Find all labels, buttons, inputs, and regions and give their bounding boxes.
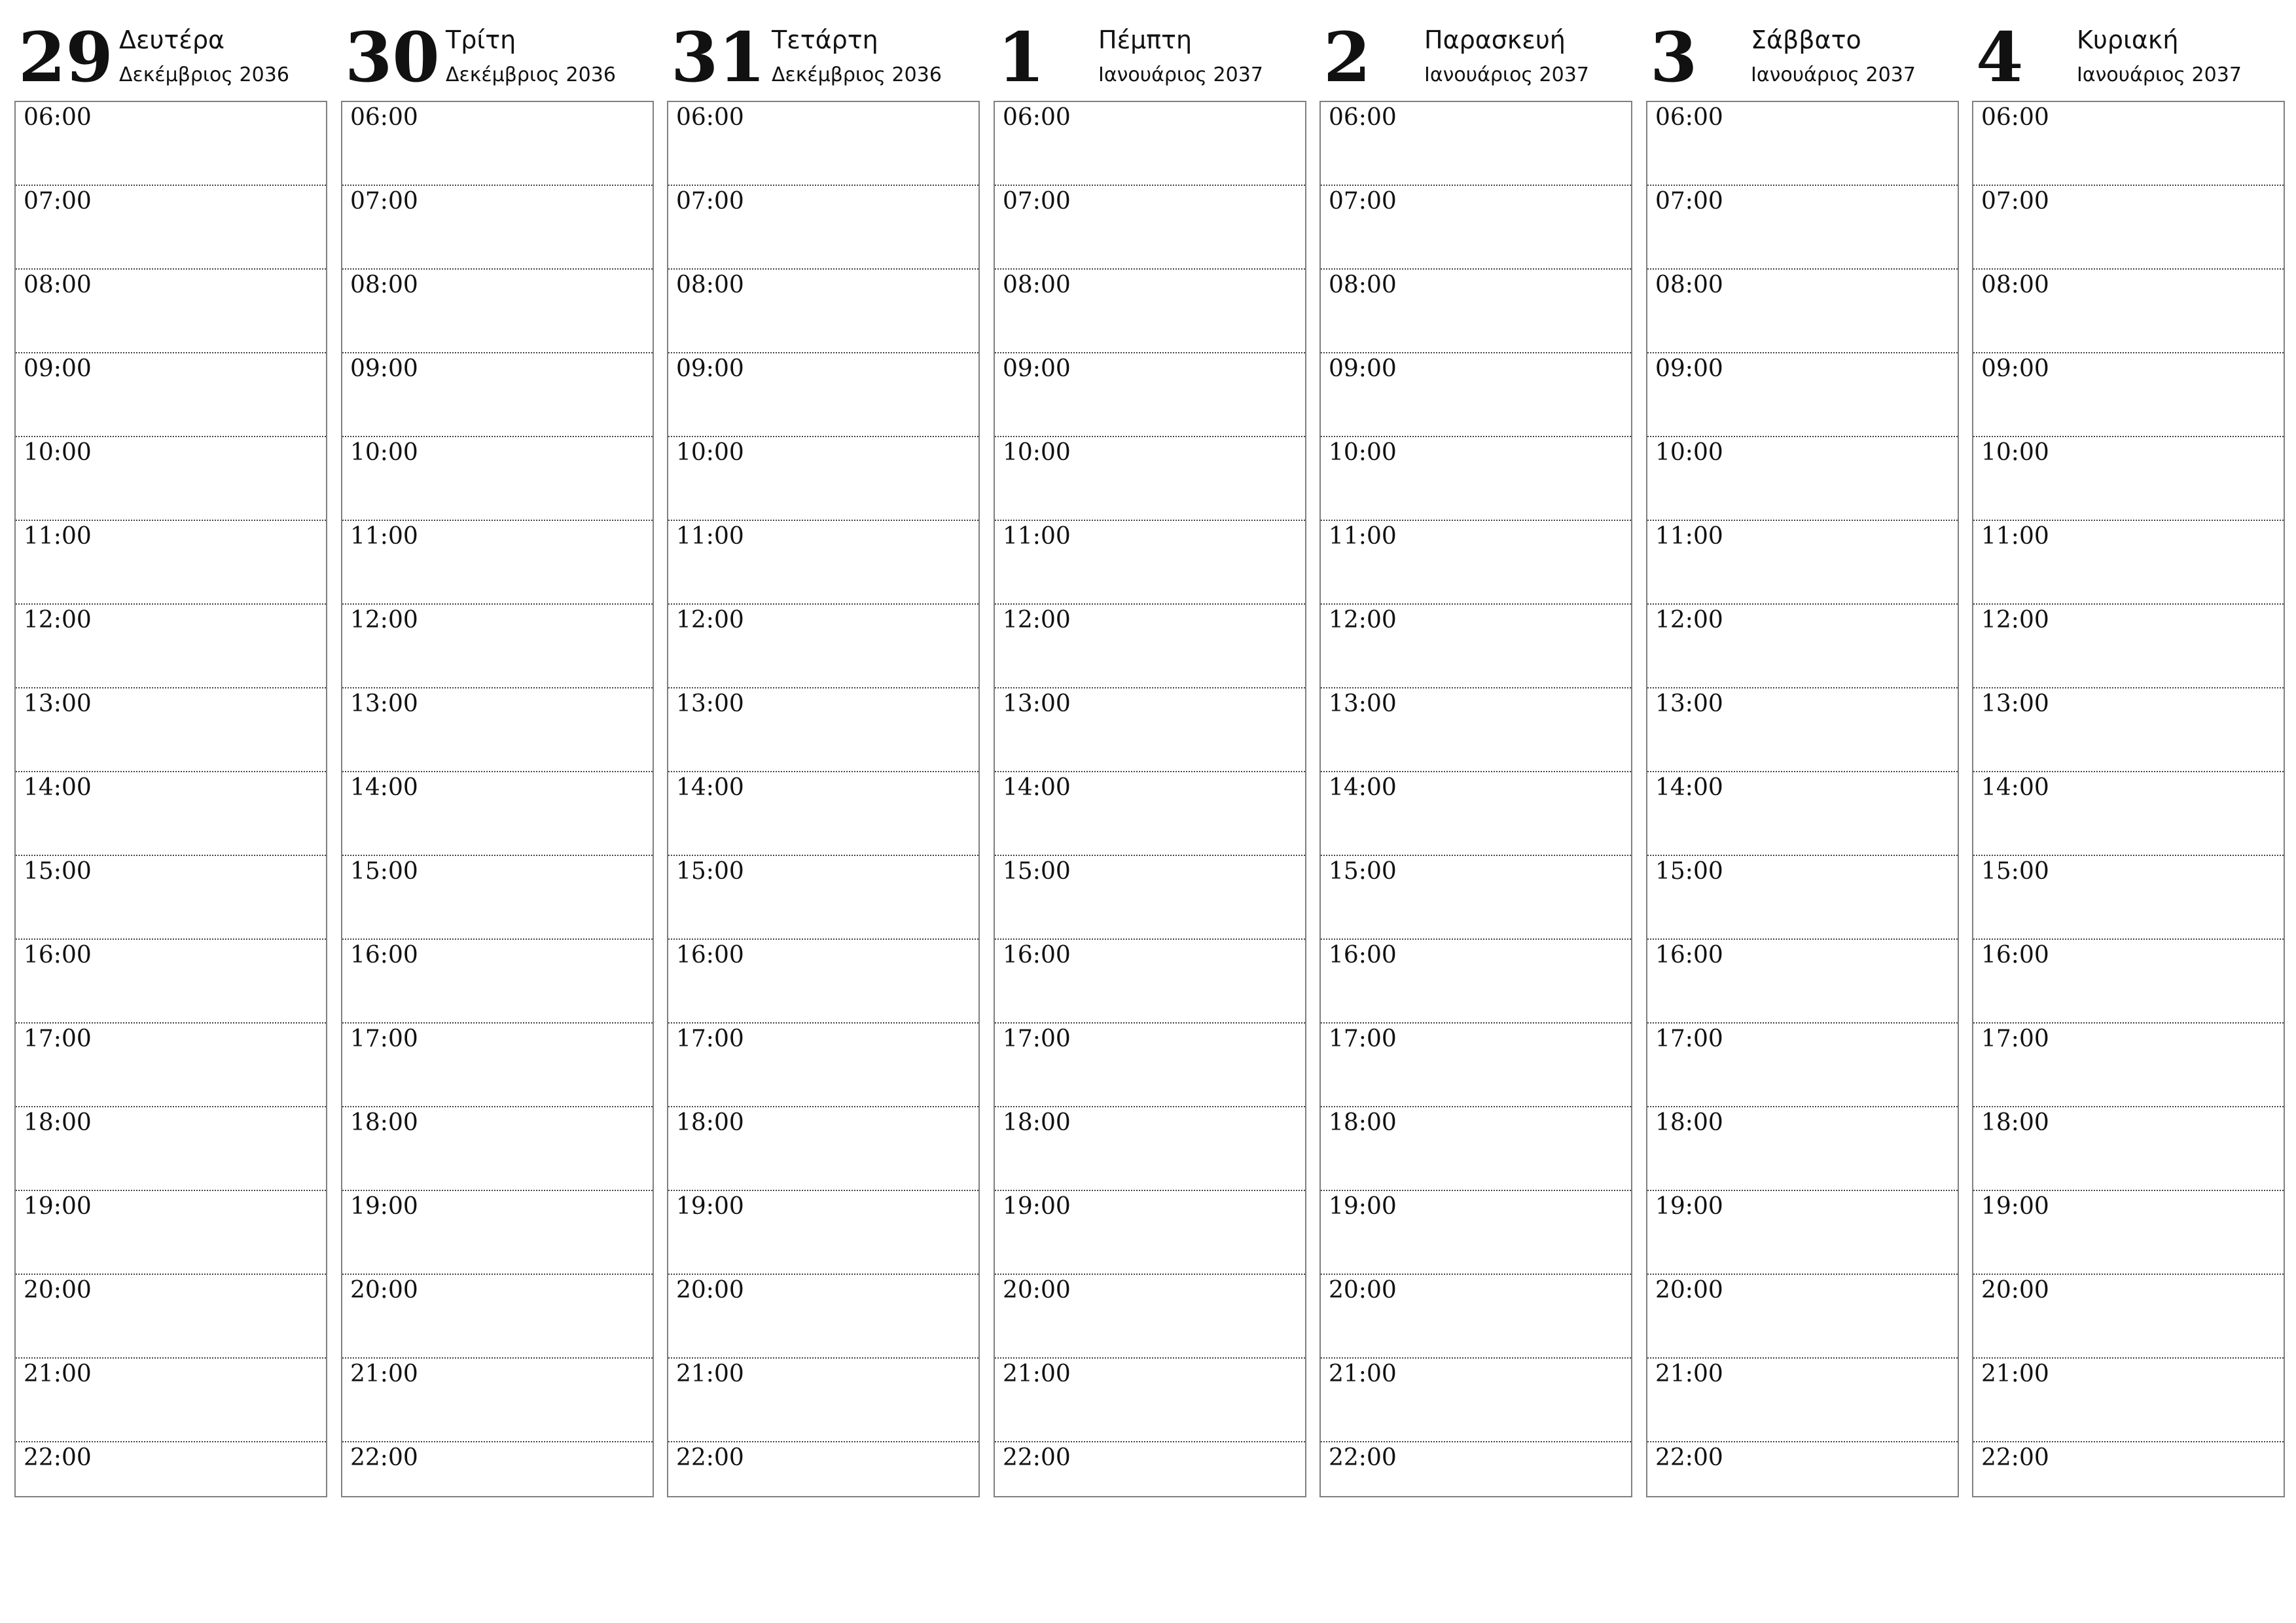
hour-slot[interactable] bbox=[16, 1107, 326, 1191]
hour-slot[interactable] bbox=[1647, 1275, 1958, 1359]
hour-label: 22:00 bbox=[676, 1444, 744, 1471]
hour-slot[interactable] bbox=[1321, 1191, 1631, 1275]
hour-label: 10:00 bbox=[1655, 439, 1723, 466]
hour-label: 12:00 bbox=[350, 607, 418, 633]
hour-label: 10:00 bbox=[676, 439, 744, 466]
hour-slot[interactable] bbox=[1973, 270, 2284, 353]
hour-label: 20:00 bbox=[1655, 1277, 1723, 1304]
hour-label: 12:00 bbox=[24, 607, 92, 633]
hour-label: 13:00 bbox=[1981, 690, 2049, 717]
hour-slot[interactable] bbox=[995, 1107, 1305, 1191]
hour-slot[interactable] bbox=[995, 1024, 1305, 1107]
hour-label: 19:00 bbox=[1981, 1193, 2049, 1220]
hour-slot[interactable] bbox=[668, 353, 978, 437]
month-year: Ιανουάριος 2037 bbox=[1424, 63, 1589, 86]
hour-slot[interactable] bbox=[16, 772, 326, 856]
hour-slot[interactable] bbox=[1973, 688, 2284, 772]
day-number: 2 bbox=[1323, 17, 1371, 98]
hour-slot[interactable] bbox=[995, 353, 1305, 437]
hour-label: 18:00 bbox=[1981, 1109, 2049, 1136]
hour-label: 08:00 bbox=[350, 272, 418, 298]
hour-slot[interactable] bbox=[668, 605, 978, 688]
hour-slot[interactable] bbox=[342, 605, 653, 688]
hour-label: 09:00 bbox=[1003, 355, 1071, 382]
hour-label: 17:00 bbox=[24, 1026, 92, 1052]
hour-label: 22:00 bbox=[1003, 1444, 1071, 1471]
hour-label: 10:00 bbox=[350, 439, 418, 466]
month-year: Δεκέμβριος 2036 bbox=[119, 63, 289, 86]
hour-slot[interactable] bbox=[16, 270, 326, 353]
hour-slot[interactable] bbox=[1647, 186, 1958, 270]
hour-slot[interactable] bbox=[16, 437, 326, 521]
day-column bbox=[1972, 0, 2285, 1505]
hour-label: 22:00 bbox=[350, 1444, 418, 1471]
hour-label: 16:00 bbox=[1655, 942, 1723, 969]
hour-slot[interactable] bbox=[16, 856, 326, 940]
hour-slot[interactable] bbox=[1647, 1107, 1958, 1191]
hour-label: 14:00 bbox=[1981, 774, 2049, 801]
hour-label: 13:00 bbox=[350, 690, 418, 717]
hour-label: 10:00 bbox=[1329, 439, 1397, 466]
hour-slot[interactable] bbox=[1973, 1107, 2284, 1191]
hour-slot[interactable] bbox=[16, 1359, 326, 1442]
hour-slot[interactable] bbox=[668, 102, 978, 186]
hour-slot[interactable] bbox=[668, 270, 978, 353]
hour-slot[interactable] bbox=[342, 437, 653, 521]
hour-slot[interactable] bbox=[342, 1107, 653, 1191]
hour-slot[interactable] bbox=[1321, 1442, 1631, 1525]
day-number: 29 bbox=[18, 17, 113, 98]
hour-label: 17:00 bbox=[676, 1026, 744, 1052]
hour-label: 13:00 bbox=[24, 690, 92, 717]
hour-label: 11:00 bbox=[676, 523, 744, 550]
hour-label: 17:00 bbox=[1981, 1026, 2049, 1052]
hour-slot[interactable] bbox=[668, 772, 978, 856]
hour-label: 10:00 bbox=[24, 439, 92, 466]
hour-slot[interactable] bbox=[1321, 353, 1631, 437]
hour-label: 21:00 bbox=[676, 1361, 744, 1387]
hour-label: 19:00 bbox=[1329, 1193, 1397, 1220]
hour-label: 13:00 bbox=[676, 690, 744, 717]
day-number: 4 bbox=[1976, 17, 2024, 98]
hour-label: 22:00 bbox=[1329, 1444, 1397, 1471]
hour-slot[interactable] bbox=[16, 605, 326, 688]
hour-label: 21:00 bbox=[350, 1361, 418, 1387]
hour-label: 22:00 bbox=[1655, 1444, 1723, 1471]
hour-label: 12:00 bbox=[676, 607, 744, 633]
hour-label: 08:00 bbox=[1003, 272, 1071, 298]
day-header bbox=[667, 0, 980, 99]
day-header bbox=[14, 0, 327, 99]
hour-label: 16:00 bbox=[1003, 942, 1071, 969]
hour-slot[interactable] bbox=[342, 186, 653, 270]
hour-label: 21:00 bbox=[1655, 1361, 1723, 1387]
month-year: Δεκέμβριος 2036 bbox=[772, 63, 942, 86]
hour-label: 06:00 bbox=[1655, 104, 1723, 131]
hour-label: 12:00 bbox=[1329, 607, 1397, 633]
hour-label: 20:00 bbox=[676, 1277, 744, 1304]
hour-slot[interactable] bbox=[16, 353, 326, 437]
hour-slot[interactable] bbox=[668, 1275, 978, 1359]
hour-slot[interactable] bbox=[1973, 186, 2284, 270]
hour-slot[interactable] bbox=[1973, 353, 2284, 437]
hour-slot[interactable] bbox=[342, 353, 653, 437]
hour-label: 14:00 bbox=[1003, 774, 1071, 801]
hour-label: 10:00 bbox=[1981, 439, 2049, 466]
hour-slot[interactable] bbox=[995, 1191, 1305, 1275]
hour-slot[interactable] bbox=[668, 1024, 978, 1107]
month-year: Ιανουάριος 2037 bbox=[1098, 63, 1263, 86]
hour-slot[interactable] bbox=[342, 1191, 653, 1275]
hour-label: 13:00 bbox=[1655, 690, 1723, 717]
hour-slot[interactable] bbox=[1647, 688, 1958, 772]
hour-label: 18:00 bbox=[350, 1109, 418, 1136]
hour-slot[interactable] bbox=[995, 772, 1305, 856]
hour-label: 14:00 bbox=[676, 774, 744, 801]
day-header bbox=[994, 0, 1306, 99]
hour-label: 20:00 bbox=[24, 1277, 92, 1304]
day-header bbox=[1319, 0, 1632, 99]
hour-slot[interactable] bbox=[1647, 605, 1958, 688]
hour-slot[interactable] bbox=[1647, 1442, 1958, 1525]
hour-label: 19:00 bbox=[350, 1193, 418, 1220]
hour-slot[interactable] bbox=[16, 688, 326, 772]
hour-slot[interactable] bbox=[342, 1359, 653, 1442]
hour-grid bbox=[1319, 101, 1632, 1497]
hour-label: 18:00 bbox=[1329, 1109, 1397, 1136]
hour-label: 07:00 bbox=[24, 188, 92, 215]
hour-slot[interactable] bbox=[1647, 940, 1958, 1024]
hour-slot[interactable] bbox=[342, 1024, 653, 1107]
hour-label: 12:00 bbox=[1003, 607, 1071, 633]
hour-slot[interactable] bbox=[342, 940, 653, 1024]
hour-slot[interactable] bbox=[1647, 1191, 1958, 1275]
hour-label: 07:00 bbox=[1655, 188, 1723, 215]
hour-slot[interactable] bbox=[995, 1275, 1305, 1359]
hour-label: 06:00 bbox=[24, 104, 92, 131]
day-number: 30 bbox=[345, 17, 440, 98]
hour-label: 07:00 bbox=[1981, 188, 2049, 215]
hour-label: 19:00 bbox=[676, 1193, 744, 1220]
hour-label: 15:00 bbox=[676, 858, 744, 885]
hour-label: 17:00 bbox=[1329, 1026, 1397, 1052]
hour-slot[interactable] bbox=[995, 605, 1305, 688]
hour-slot[interactable] bbox=[16, 1024, 326, 1107]
hour-slot[interactable] bbox=[1321, 270, 1631, 353]
hour-label: 21:00 bbox=[1003, 1361, 1071, 1387]
day-header bbox=[341, 0, 654, 99]
hour-slot[interactable] bbox=[1973, 1359, 2284, 1442]
hour-label: 08:00 bbox=[1655, 272, 1723, 298]
hour-slot[interactable] bbox=[1973, 605, 2284, 688]
hour-slot[interactable] bbox=[342, 1442, 653, 1525]
day-column bbox=[1319, 0, 1632, 1505]
hour-label: 20:00 bbox=[350, 1277, 418, 1304]
hour-label: 19:00 bbox=[24, 1193, 92, 1220]
hour-slot[interactable] bbox=[1321, 688, 1631, 772]
hour-slot[interactable] bbox=[342, 856, 653, 940]
hour-label: 08:00 bbox=[24, 272, 92, 298]
hour-label: 11:00 bbox=[1329, 523, 1397, 550]
hour-slot[interactable] bbox=[1321, 186, 1631, 270]
hour-label: 18:00 bbox=[676, 1109, 744, 1136]
hour-label: 21:00 bbox=[1981, 1361, 2049, 1387]
hour-grid bbox=[667, 101, 980, 1497]
hour-slot[interactable] bbox=[16, 1191, 326, 1275]
day-name: Τετάρτη bbox=[772, 26, 878, 54]
hour-label: 12:00 bbox=[1655, 607, 1723, 633]
hour-slot[interactable] bbox=[668, 688, 978, 772]
hour-slot[interactable] bbox=[1321, 102, 1631, 186]
hour-grid bbox=[14, 101, 327, 1497]
hour-slot[interactable] bbox=[342, 102, 653, 186]
hour-slot[interactable] bbox=[1321, 1275, 1631, 1359]
hour-label: 18:00 bbox=[1003, 1109, 1071, 1136]
hour-slot[interactable] bbox=[1973, 437, 2284, 521]
day-number: 1 bbox=[997, 17, 1045, 98]
hour-label: 09:00 bbox=[1329, 355, 1397, 382]
hour-label: 06:00 bbox=[1329, 104, 1397, 131]
hour-slot[interactable] bbox=[1647, 437, 1958, 521]
hour-slot[interactable] bbox=[1321, 437, 1631, 521]
hour-slot[interactable] bbox=[668, 856, 978, 940]
hour-label: 06:00 bbox=[676, 104, 744, 131]
hour-label: 15:00 bbox=[1655, 858, 1723, 885]
day-name: Τρίτη bbox=[446, 26, 516, 54]
hour-slot[interactable] bbox=[1973, 521, 2284, 605]
hour-label: 14:00 bbox=[350, 774, 418, 801]
hour-slot[interactable] bbox=[1973, 1191, 2284, 1275]
hour-label: 11:00 bbox=[24, 523, 92, 550]
hour-slot[interactable] bbox=[1647, 1024, 1958, 1107]
hour-slot[interactable] bbox=[1647, 102, 1958, 186]
hour-label: 21:00 bbox=[24, 1361, 92, 1387]
hour-slot[interactable] bbox=[995, 186, 1305, 270]
day-name: Πέμπτη bbox=[1098, 26, 1193, 54]
hour-slot[interactable] bbox=[16, 102, 326, 186]
hour-slot[interactable] bbox=[668, 437, 978, 521]
month-year: Δεκέμβριος 2036 bbox=[446, 63, 616, 86]
hour-label: 11:00 bbox=[1655, 523, 1723, 550]
day-name: Δευτέρα bbox=[119, 26, 225, 54]
day-header bbox=[1646, 0, 1959, 99]
day-column bbox=[14, 0, 327, 1505]
day-header bbox=[1972, 0, 2285, 99]
hour-slot[interactable] bbox=[16, 1442, 326, 1525]
hour-label: 18:00 bbox=[24, 1109, 92, 1136]
day-column bbox=[667, 0, 980, 1505]
hour-label: 07:00 bbox=[1329, 188, 1397, 215]
hour-label: 20:00 bbox=[1981, 1277, 2049, 1304]
hour-label: 15:00 bbox=[24, 858, 92, 885]
hour-slot[interactable] bbox=[1973, 772, 2284, 856]
hour-slot[interactable] bbox=[668, 521, 978, 605]
hour-label: 07:00 bbox=[1003, 188, 1071, 215]
hour-label: 11:00 bbox=[1003, 523, 1071, 550]
hour-slot[interactable] bbox=[1321, 1107, 1631, 1191]
hour-label: 17:00 bbox=[1003, 1026, 1071, 1052]
hour-label: 09:00 bbox=[1655, 355, 1723, 382]
hour-label: 09:00 bbox=[676, 355, 744, 382]
hour-slot[interactable] bbox=[1647, 1359, 1958, 1442]
hour-label: 18:00 bbox=[1655, 1109, 1723, 1136]
hour-slot[interactable] bbox=[1321, 856, 1631, 940]
hour-slot[interactable] bbox=[1321, 521, 1631, 605]
hour-label: 09:00 bbox=[24, 355, 92, 382]
hour-slot[interactable] bbox=[1321, 1024, 1631, 1107]
hour-slot[interactable] bbox=[995, 102, 1305, 186]
hour-grid bbox=[1646, 101, 1959, 1497]
hour-slot[interactable] bbox=[995, 1442, 1305, 1525]
hour-slot[interactable] bbox=[668, 1359, 978, 1442]
hour-label: 21:00 bbox=[1329, 1361, 1397, 1387]
hour-slot[interactable] bbox=[1973, 1024, 2284, 1107]
hour-slot[interactable] bbox=[995, 270, 1305, 353]
hour-slot[interactable] bbox=[1321, 1359, 1631, 1442]
hour-slot[interactable] bbox=[668, 186, 978, 270]
day-name: Σάββατο bbox=[1751, 26, 1861, 54]
hour-slot[interactable] bbox=[995, 1359, 1305, 1442]
hour-slot[interactable] bbox=[1321, 605, 1631, 688]
day-name: Παρασκευή bbox=[1424, 26, 1566, 54]
hour-slot[interactable] bbox=[1973, 856, 2284, 940]
hour-label: 14:00 bbox=[1655, 774, 1723, 801]
hour-label: 08:00 bbox=[676, 272, 744, 298]
hour-label: 14:00 bbox=[1329, 774, 1397, 801]
hour-label: 14:00 bbox=[24, 774, 92, 801]
hour-slot[interactable] bbox=[668, 1191, 978, 1275]
hour-slot[interactable] bbox=[995, 688, 1305, 772]
day-number: 31 bbox=[671, 17, 766, 98]
hour-label: 11:00 bbox=[1981, 523, 2049, 550]
hour-slot[interactable] bbox=[995, 437, 1305, 521]
hour-label: 16:00 bbox=[676, 942, 744, 969]
hour-slot[interactable] bbox=[1973, 102, 2284, 186]
hour-label: 13:00 bbox=[1329, 690, 1397, 717]
hour-label: 19:00 bbox=[1655, 1193, 1723, 1220]
hour-slot[interactable] bbox=[16, 521, 326, 605]
hour-label: 20:00 bbox=[1329, 1277, 1397, 1304]
hour-slot[interactable] bbox=[342, 521, 653, 605]
hour-slot[interactable] bbox=[1647, 270, 1958, 353]
hour-label: 16:00 bbox=[24, 942, 92, 969]
hour-label: 19:00 bbox=[1003, 1193, 1071, 1220]
month-year: Ιανουάριος 2037 bbox=[2077, 63, 2242, 86]
hour-label: 09:00 bbox=[1981, 355, 2049, 382]
hour-label: 16:00 bbox=[1329, 942, 1397, 969]
hour-label: 08:00 bbox=[1981, 272, 2049, 298]
hour-slot[interactable] bbox=[16, 1275, 326, 1359]
day-column bbox=[341, 0, 654, 1505]
hour-slot[interactable] bbox=[1647, 521, 1958, 605]
hour-slot[interactable] bbox=[668, 940, 978, 1024]
hour-slot[interactable] bbox=[1647, 353, 1958, 437]
hour-label: 06:00 bbox=[350, 104, 418, 131]
hour-slot[interactable] bbox=[1647, 856, 1958, 940]
hour-grid bbox=[1972, 101, 2285, 1497]
hour-label: 10:00 bbox=[1003, 439, 1071, 466]
hour-label: 15:00 bbox=[1003, 858, 1071, 885]
hour-label: 16:00 bbox=[1981, 942, 2049, 969]
hour-slot[interactable] bbox=[668, 1107, 978, 1191]
hour-label: 20:00 bbox=[1003, 1277, 1071, 1304]
hour-slot[interactable] bbox=[995, 940, 1305, 1024]
hour-label: 17:00 bbox=[1655, 1026, 1723, 1052]
hour-slot[interactable] bbox=[1321, 940, 1631, 1024]
day-column bbox=[994, 0, 1306, 1505]
hour-slot[interactable] bbox=[342, 270, 653, 353]
hour-label: 07:00 bbox=[350, 188, 418, 215]
day-column bbox=[1646, 0, 1959, 1505]
hour-label: 08:00 bbox=[1329, 272, 1397, 298]
month-year: Ιανουάριος 2037 bbox=[1751, 63, 1916, 86]
hour-label: 15:00 bbox=[350, 858, 418, 885]
hour-label: 12:00 bbox=[1981, 607, 2049, 633]
hour-slot[interactable] bbox=[1973, 1442, 2284, 1525]
hour-label: 15:00 bbox=[1981, 858, 2049, 885]
hour-label: 22:00 bbox=[24, 1444, 92, 1471]
day-name: Κυριακή bbox=[2077, 26, 2179, 54]
hour-label: 17:00 bbox=[350, 1026, 418, 1052]
hour-label: 07:00 bbox=[676, 188, 744, 215]
hour-slot[interactable] bbox=[1647, 772, 1958, 856]
hour-slot[interactable] bbox=[16, 940, 326, 1024]
hour-slot[interactable] bbox=[1973, 940, 2284, 1024]
hour-label: 11:00 bbox=[350, 523, 418, 550]
hour-slot[interactable] bbox=[995, 856, 1305, 940]
hour-slot[interactable] bbox=[342, 772, 653, 856]
hour-slot[interactable] bbox=[995, 521, 1305, 605]
hour-label: 13:00 bbox=[1003, 690, 1071, 717]
hour-label: 15:00 bbox=[1329, 858, 1397, 885]
hour-slot[interactable] bbox=[1321, 772, 1631, 856]
hour-slot[interactable] bbox=[1973, 1275, 2284, 1359]
hour-grid bbox=[341, 101, 654, 1497]
hour-grid bbox=[994, 101, 1306, 1497]
hour-label: 09:00 bbox=[350, 355, 418, 382]
hour-slot[interactable] bbox=[668, 1442, 978, 1525]
hour-label: 06:00 bbox=[1981, 104, 2049, 131]
hour-slot[interactable] bbox=[342, 688, 653, 772]
hour-slot[interactable] bbox=[342, 1275, 653, 1359]
hour-slot[interactable] bbox=[16, 186, 326, 270]
day-number: 3 bbox=[1650, 17, 1698, 98]
hour-label: 22:00 bbox=[1981, 1444, 2049, 1471]
hour-label: 06:00 bbox=[1003, 104, 1071, 131]
hour-label: 16:00 bbox=[350, 942, 418, 969]
